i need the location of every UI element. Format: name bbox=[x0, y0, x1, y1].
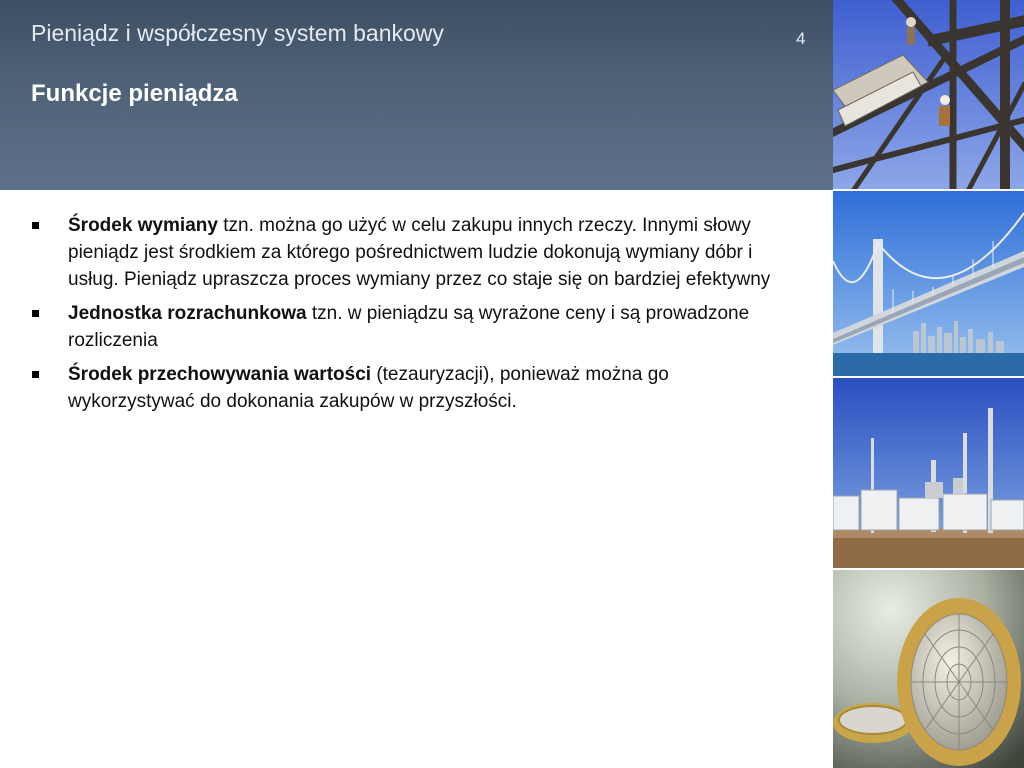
bullet-square-icon bbox=[32, 222, 39, 229]
refinery-photo bbox=[833, 378, 1024, 570]
bullet-item-medium-of-exchange bbox=[30, 212, 800, 293]
bullet-item-store-of-value bbox=[30, 361, 800, 415]
bullet-text: (tezauryzacji), ponieważ można go wykorzystywać do dokonania zakupów w przyszłości. bbox=[68, 364, 669, 412]
bullet-term: Środek przechowywania wartości bbox=[68, 364, 372, 385]
coins-photo bbox=[833, 570, 1024, 768]
bullet-square-icon bbox=[32, 371, 39, 378]
photo-strip bbox=[833, 0, 1024, 768]
bullet-term: Środek wymiany bbox=[68, 215, 218, 236]
series-title: Pieniądz i współczesny system bankowy bbox=[31, 20, 444, 46]
bullet-item-unit-of-account bbox=[30, 300, 800, 354]
bridge-photo bbox=[833, 191, 1024, 378]
construction-photo bbox=[833, 0, 1024, 191]
slide-title: Funkcje pieniądza bbox=[31, 80, 238, 107]
page-number: 4 bbox=[796, 29, 806, 48]
bullet-list bbox=[30, 212, 800, 422]
bullet-text: tzn. można go użyć w celu zakupu innych rzeczy. Innymi słowy pieniądz jest środkiem za którego pośrednictwem ludzie dokonują wymiany dóbr i usług. Pieniądz upraszcza proces wymiany przez co staje się on bardziej efektywny bbox=[68, 215, 771, 290]
bullet-term: Jednostka rozrachunkowa bbox=[68, 303, 307, 324]
bullet-text: tzn. w pieniądzu są wyrażone ceny i są prowadzone rozliczenia bbox=[68, 303, 750, 351]
bullet-square-icon bbox=[32, 310, 39, 317]
slide-header bbox=[0, 0, 833, 190]
